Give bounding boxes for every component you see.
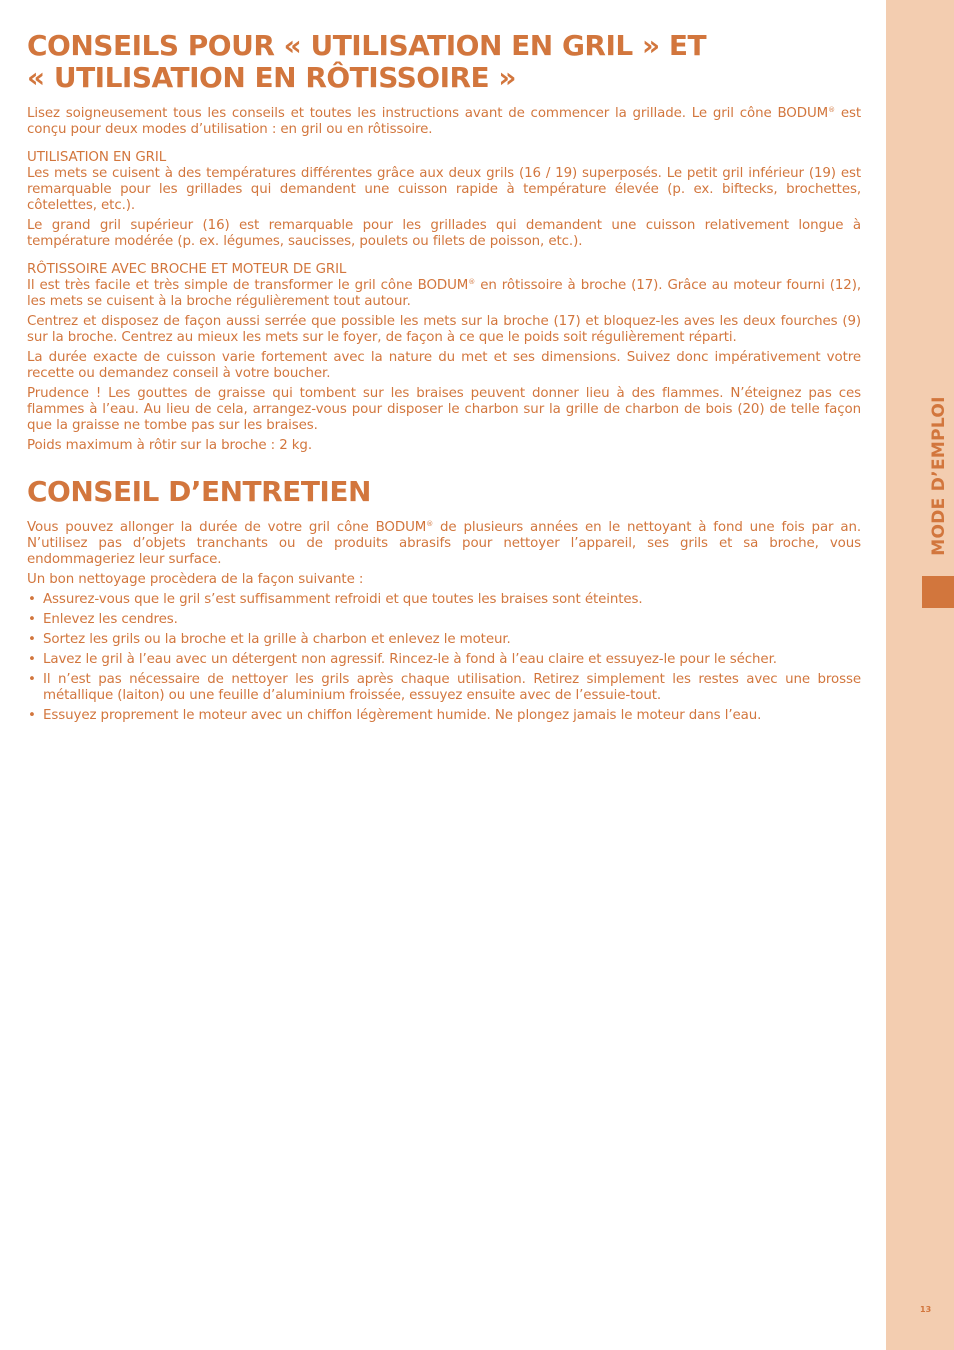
- grill-paragraph-1: Les mets se cuisent à des températures différentes grâce aux deux grils (16 / 19) superposés. Le petit gril inférieur (19) est remarquable pour les grillades qui demandent une cuisson rapide à température élevée (p. ex. biftecks, brochettes, côtelettes, etc.).: [27, 166, 861, 213]
- rotisserie-paragraph-2: Centrez et disposez de façon aussi serrée que possible les mets sur la broche (17) et bloquez-les aves les deux fourches (9) sur la broche. Centrez au mieux les mets sur le foyer, de façon à ce que le poids soit régulièrement réparti.: [27, 314, 861, 345]
- intro-text-1: Lisez soigneusement tous les conseils et toutes les instructions avant de commencer la grillade. Le gril cône BODUM: [27, 106, 829, 121]
- list-item-text: Enlevez les cendres.: [43, 612, 178, 627]
- rotisserie-text-2: en rôtissoire à broche (17). Grâce au moteur fourni (12), les mets se cuisent à la broche régulièrement tout autour.: [27, 278, 861, 309]
- list-item: [27, 652, 861, 668]
- list-item-text: Il n’est pas nécessaire de nettoyer les grils après chaque utilisation. Retirez simplement les restes avec une brosse métallique (laiton) ou une feuille d’aluminium froissée, essuyez ensuite avec de l’essuie-tout.: [43, 672, 861, 703]
- main-content: [27, 30, 861, 728]
- registered-mark: ®: [426, 520, 434, 528]
- registered-mark: ®: [468, 278, 476, 286]
- maintenance-paragraph-1: [27, 520, 861, 568]
- section-title-maintenance: CONSEIL D’ENTRETIEN: [27, 475, 371, 508]
- subheading-grill-use: UTILISATION EN GRIL: [27, 150, 167, 165]
- section-title-grill-rotisserie: [27, 30, 861, 94]
- title-line-1: CONSEILS POUR « UTILISATION EN GRIL » ET: [27, 29, 707, 62]
- subheading-rotisserie: RÔTISSOIRE AVEC BROCHE ET MOTEUR DE GRIL: [27, 262, 347, 277]
- rotisserie-paragraph-1: [27, 278, 861, 310]
- list-item-text: Essuyez proprement le moteur avec un chiffon légèrement humide. Ne plongez jamais le moteur dans l’eau.: [43, 708, 762, 723]
- list-item-text: Lavez le gril à l’eau avec un détergent non agressif. Rincez-le à fond à l’eau claire et essuyez-le pour le sécher.: [43, 652, 777, 667]
- bullet-icon: •: [28, 652, 36, 667]
- list-item: [27, 612, 861, 628]
- sidebar-label-text: MODE D’EMPLOI: [929, 396, 949, 556]
- intro-text-2: est conçu pour deux modes d’utilisation : en gril ou en rôtissoire.: [27, 106, 862, 137]
- list-item: [27, 592, 861, 608]
- maintenance-text-2: de plusieurs années en le nettoyant à fond une fois par an. N’utilisez pas d’objets tranchants ou de produits abrasifs pour nettoyer l’appareil, ses grils et sa broche, vous endommageriez leur surface.: [27, 520, 861, 567]
- rotisserie-paragraph-5: Poids maximum à rôtir sur la broche : 2 kg.: [27, 438, 312, 453]
- page-number: 13: [920, 1305, 932, 1314]
- list-item: [27, 632, 861, 648]
- bullet-icon: •: [28, 592, 36, 607]
- bullet-icon: •: [28, 632, 36, 647]
- intro-paragraph: [27, 106, 861, 138]
- rotisserie-text-1: Il est très facile et très simple de transformer le gril cône BODUM: [27, 278, 469, 293]
- side-margin-band: [886, 0, 954, 1350]
- list-item-text: Assurez-vous que le gril s’est suffisamment refroidi et que toutes les braises sont éteintes.: [43, 592, 643, 607]
- maintenance-paragraph-2: Un bon nettoyage procèdera de la façon suivante :: [27, 572, 364, 587]
- section-tab-label: [929, 383, 949, 569]
- cleaning-steps-list: [27, 592, 861, 724]
- grill-paragraph-2: Le grand gril supérieur (16) est remarquable pour les grillades qui demandent une cuisson relativement longue à température modérée (p. ex. légumes, saucisses, poulets ou filets de poisson, etc.).: [27, 218, 861, 249]
- bullet-icon: •: [28, 708, 36, 723]
- rotisserie-paragraph-4: Prudence ! Les gouttes de graisse qui tombent sur les braises peuvent donner lieu à des flammes. N’éteignez pas ces flammes à l’eau. Au lieu de cela, arrangez-vous pour disposer le charbon sur la grille de charbon de bois (20) de telle façon que la graisse ne tombe pas sur les braises.: [27, 386, 861, 433]
- section-tab-marker: [922, 576, 954, 608]
- list-item: [27, 672, 861, 704]
- registered-mark: ®: [828, 106, 836, 114]
- bullet-icon: •: [28, 612, 36, 627]
- rotisserie-paragraph-3: La durée exacte de cuisson varie fortement avec la nature du met et ses dimensions. Suivez donc impérativement votre recette ou demandez conseil à votre boucher.: [27, 350, 861, 381]
- title-line-2: « UTILISATION EN RÔTISSOIRE »: [27, 61, 517, 94]
- maintenance-text-1: Vous pouvez allonger la durée de votre gril cône BODUM: [27, 520, 427, 535]
- list-item-text: Sortez les grils ou la broche et la grille à charbon et enlevez le moteur.: [43, 632, 511, 647]
- list-item: [27, 708, 861, 724]
- bullet-icon: •: [28, 672, 36, 687]
